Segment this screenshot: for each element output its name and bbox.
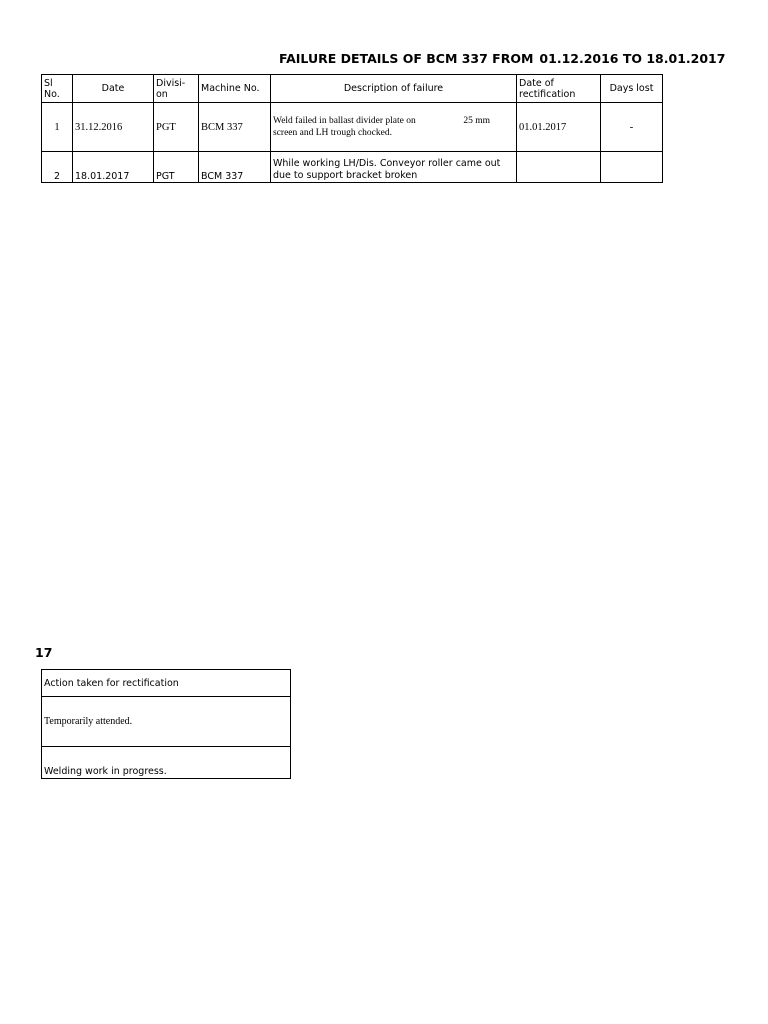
header-machine-no: Machine No. — [199, 75, 271, 103]
cell-action: Welding work in progress. — [42, 747, 291, 779]
cell-date: 31.12.2016 — [73, 103, 154, 152]
cell-days-lost — [601, 152, 663, 183]
description-part-b: 25 mm — [463, 116, 490, 126]
header-sl-no: Sl No. — [42, 75, 73, 103]
cell-sl-no: 1 — [42, 103, 73, 152]
report-title — [279, 51, 726, 66]
header-days-lost: Days lost — [601, 75, 663, 103]
description-part-c: screen and LH trough chocked. — [273, 128, 392, 138]
failure-table — [41, 74, 663, 183]
table-row — [42, 152, 663, 183]
header-description: Description of failure — [271, 75, 517, 103]
title-fragment-text: 17 — [35, 645, 53, 660]
cell-days-lost: - — [601, 103, 663, 152]
header-action-taken: Action taken for rectification — [42, 670, 291, 697]
header-division: Divisi-on — [154, 75, 199, 103]
cell-machine-no: BCM 337 — [199, 152, 271, 183]
cell-date-of-rectification — [517, 152, 601, 183]
action-table — [41, 669, 291, 779]
title-fragment — [35, 645, 53, 660]
cell-description: While working LH/Dis. Conveyor roller came out due to support bracket broken — [271, 152, 517, 183]
table-header-row — [42, 75, 663, 103]
cell-sl-no: 2 — [42, 152, 73, 183]
cell-division: PGT — [154, 152, 199, 183]
cell-machine-no: BCM 337 — [199, 103, 271, 152]
table-row — [42, 747, 291, 779]
table-row — [42, 103, 663, 152]
action-header-row — [42, 670, 291, 697]
cell-division: PGT — [154, 103, 199, 152]
cell-description — [271, 103, 517, 152]
header-date-of-rectification: Date of rectification — [517, 75, 601, 103]
table-row — [42, 697, 291, 747]
cell-action: Temporarily attended. — [42, 697, 291, 747]
header-date: Date — [73, 75, 154, 103]
description-part-a: Weld failed in ballast divider plate on — [273, 116, 416, 126]
title-date-range: 01.12.2016 TO 18.01.2017 — [539, 51, 726, 66]
title-prefix: FAILURE DETAILS OF BCM 337 FROM — [279, 51, 534, 66]
cell-date-of-rectification: 01.01.2017 — [517, 103, 601, 152]
cell-date: 18.01.2017 — [73, 152, 154, 183]
